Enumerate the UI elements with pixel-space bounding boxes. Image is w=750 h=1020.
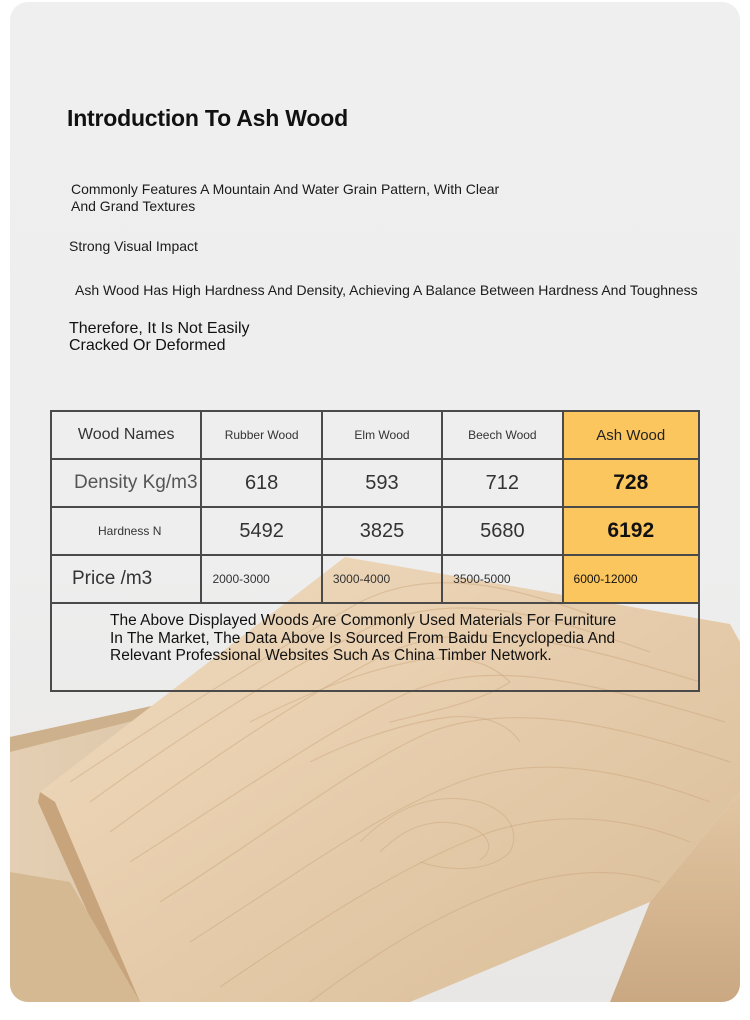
density-rubber: 618 (201, 459, 321, 507)
price-elm: 3000-4000 (322, 555, 442, 603)
density-beech: 712 (442, 459, 562, 507)
header-ash-wood: Ash Wood (563, 411, 699, 459)
density-ash: 728 (563, 459, 699, 507)
table-note-row (51, 603, 699, 691)
table-row-price (51, 555, 699, 603)
hardness-description: Ash Wood Has High Hardness And Density, Achieving A Balance Between Hardness And Toughness (75, 282, 698, 298)
visual-impact-text: Strong Visual Impact (69, 238, 198, 254)
table-note-cell (51, 603, 699, 691)
hardness-beech: 5680 (442, 507, 562, 555)
wood-comparison-table (50, 410, 700, 692)
durability-description: Therefore, It Is Not Easily Cracked Or Deformed (69, 320, 250, 354)
data-source-note: The Above Displayed Woods Are Commonly Used Materials For Furniture In The Market, The Data Above Is Sourced From Baidu Encyclopedia And Relevant Professional Websites Such As China Timber Network. (110, 612, 617, 664)
row-label-density: Density Kg/m3 (51, 459, 201, 507)
table-header-row (51, 411, 699, 459)
row-label-hardness: Hardness N (51, 507, 201, 555)
hardness-elm: 3825 (322, 507, 442, 555)
price-rubber: 2000-3000 (201, 555, 321, 603)
row-label-price: Price /m3 (51, 555, 201, 603)
product-card (10, 2, 740, 1002)
header-beech-wood: Beech Wood (442, 411, 562, 459)
hardness-rubber: 5492 (201, 507, 321, 555)
header-elm-wood: Elm Wood (322, 411, 442, 459)
price-beech: 3500-5000 (442, 555, 562, 603)
hardness-ash: 6192 (563, 507, 699, 555)
header-rubber-wood: Rubber Wood (201, 411, 321, 459)
table-row-hardness (51, 507, 699, 555)
table-row-density (51, 459, 699, 507)
page-title: Introduction To Ash Wood (67, 105, 348, 131)
price-ash: 6000-12000 (563, 555, 699, 603)
density-elm: 593 (322, 459, 442, 507)
grain-description: Commonly Features A Mountain And Water Grain Pattern, With Clear And Grand Textures (71, 181, 500, 214)
header-wood-names: Wood Names (51, 411, 201, 459)
